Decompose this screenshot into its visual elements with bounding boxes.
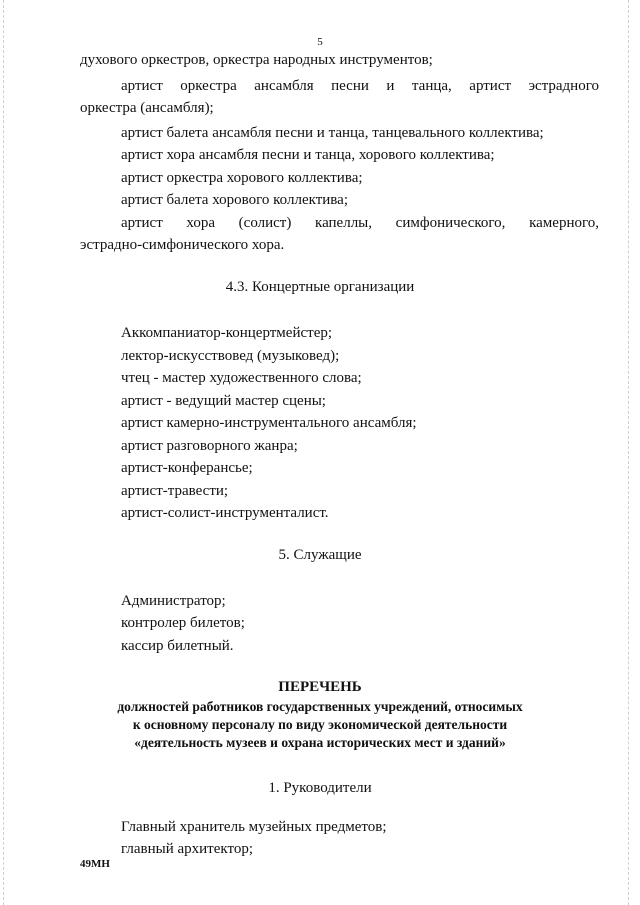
text-line: артист хора ансамбля песни и танца, хорового коллектива; [121, 147, 495, 163]
footer-code: 49МН [80, 858, 110, 870]
list-item: артист-конферансье; [121, 460, 253, 476]
list-item: Администратор; [121, 593, 226, 609]
list-item: артист камерно-инструментального ансамбля; [121, 415, 417, 431]
list-item: чтец - мастер художественного слова; [121, 370, 362, 386]
scan-edge-left [3, 0, 5, 905]
text-line: артист хора (солист) капеллы, симфонического, камерного, [121, 215, 599, 231]
page-number: 5 [317, 36, 323, 48]
list-item: лектор-искусствовед (музыковед); [121, 348, 340, 364]
section-heading-employees: 5. Служащие [278, 547, 362, 563]
list-item: Главный хранитель музейных предметов; [121, 819, 387, 835]
list-item: артист разговорного жанра; [121, 438, 298, 454]
text-line: артист оркестра ансамбля песни и танца, артист эстрадного [121, 78, 599, 94]
list-item: кассир билетный. [121, 638, 234, 654]
text-line: оркестра (ансамбля); [80, 100, 214, 116]
text-line: духового оркестров, оркестра народных инструментов; [80, 52, 433, 68]
list-item: артист-травести; [121, 483, 229, 499]
section-heading-concert: 4.3. Концертные организации [225, 279, 415, 295]
section-heading-leaders: 1. Руководители [268, 780, 372, 796]
text-line: артист балета хорового коллектива; [121, 192, 348, 208]
list-title-line: к основному персоналу по виду экономической деятельности [132, 717, 508, 732]
list-item: Аккомпаниатор-концертмейстер; [121, 325, 333, 341]
scan-edge-right [628, 0, 630, 905]
text-line: артист оркестра хорового коллектива; [121, 170, 363, 186]
list-item: контролер билетов; [121, 615, 245, 631]
list-item: главный архитектор; [121, 841, 254, 857]
list-item: артист-солист-инструменталист. [121, 505, 329, 521]
text-line: артист балета ансамбля песни и танца, танцевального коллектива; [121, 125, 544, 141]
list-title: ПЕРЕЧЕНЬ [278, 679, 362, 695]
list-title-line: должностей работников государственных учреждений, относимых [117, 699, 523, 714]
list-title-line: «деятельность музеев и охрана исторических мест и зданий» [134, 735, 506, 750]
text-line: эстрадно-симфонического хора. [80, 237, 285, 253]
list-item: артист - ведущий мастер сцены; [121, 393, 326, 409]
